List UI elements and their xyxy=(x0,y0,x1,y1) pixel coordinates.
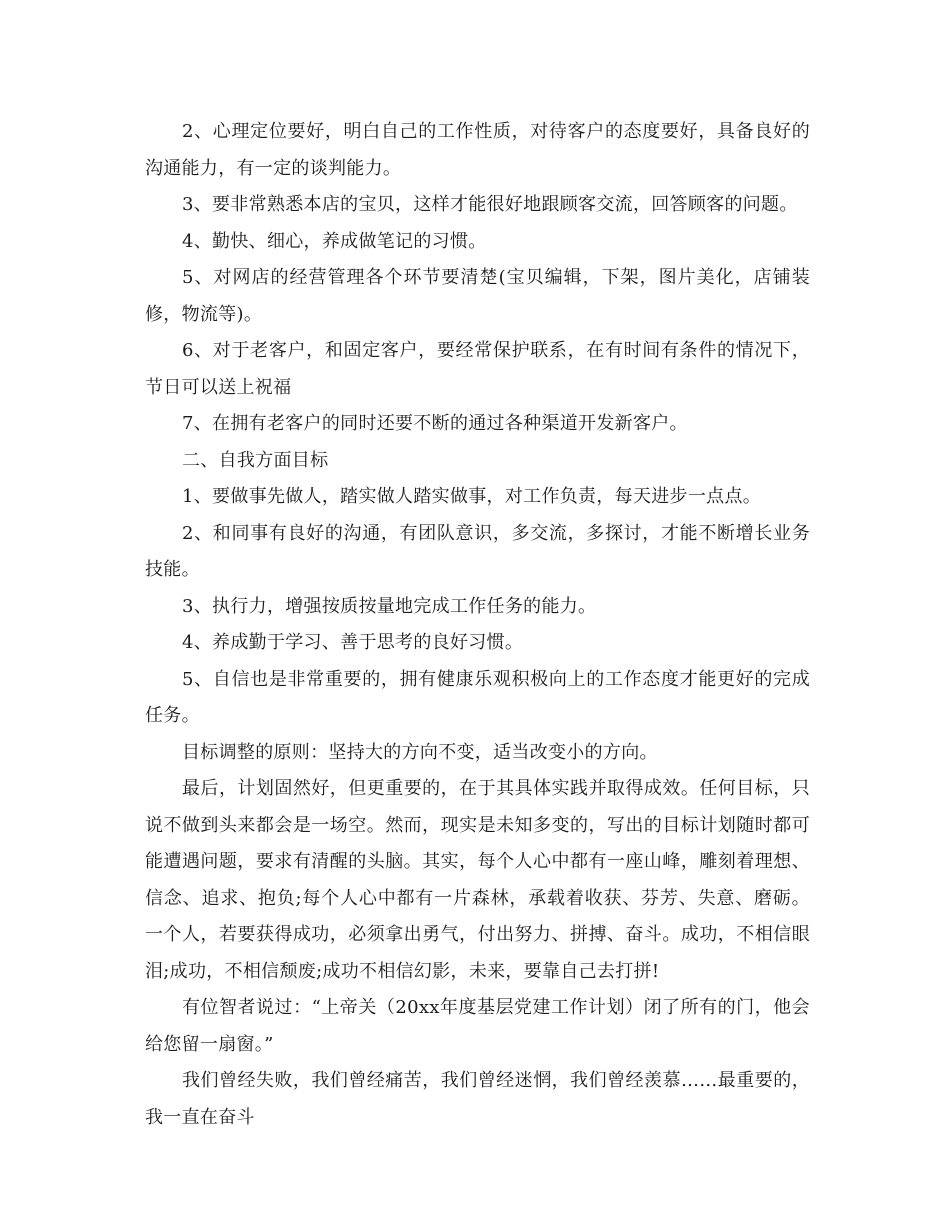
paragraph: 我们曾经失败，我们曾经痛苦，我们曾经迷惘，我们曾经羡慕……最重要的，我一直在奋斗 xyxy=(145,1070,810,1128)
document-body xyxy=(145,114,810,1136)
paragraph: 2、和同事有良好的沟通，有团队意识，多交流，多探讨，才能不断增长业务技能。 xyxy=(145,522,810,580)
section-heading: 二、自我方面目标 xyxy=(182,449,329,471)
paragraph: 3、执行力，增强按质按量地完成工作任务的能力。 xyxy=(182,595,597,617)
paragraph: 有位智者说过：“上帝关（20xx年度基层党建工作计划）闭了所有的门，他会给您留一扇窗。” xyxy=(145,997,810,1055)
paragraph: 1、要做事先做人，踏实做人踏实做事，对工作负责，每天进步一点点。 xyxy=(182,486,762,507)
paragraph: 3、要非常熟悉本店的宝贝，这样才能很好地跟顾客交流，回答顾客的问题。 xyxy=(182,194,798,215)
paragraph: 目标调整的原则：坚持大的方向不变，适当改变小的方向。 xyxy=(182,741,658,763)
paragraph: 5、自信也是非常重要的，拥有健康乐观积极向上的工作态度才能更好的完成任务。 xyxy=(145,668,810,726)
paragraph: 4、勤快、细心，养成做笔记的习惯。 xyxy=(182,230,487,252)
paragraph: 4、养成勤于学习、善于思考的良好习惯。 xyxy=(182,632,524,653)
paragraph: 最后，计划固然好，但更重要的，在于其具体实践并取得成效。任何目标，只说不做到头来都会是一场空。然而，现实是未知多变的，写出的目标计划随时都可能遭遇问题，要求有清醒的头脑。其实，每个人心中都有一座山峰，雕刻着理想、信念、追求、抱负;每个人心中都有一片森林，承载着收获、芬芳、失意、磨砺。一个人，若要获得成功，必须拿出勇气，付出努力、拼搏、奋斗。成功，不相信眼泪;成功，不相信颓废;成功不相信幻影，未来，要靠自己去打拼! xyxy=(145,778,810,982)
paragraph: 7、在拥有老客户的同时还要不断的通过各种渠道开发新客户。 xyxy=(182,413,688,434)
paragraph: 6、对于老客户，和固定客户，要经常保护联系，在有时间有条件的情况下，节日可以送上祝福 xyxy=(145,340,810,398)
paragraph: 2、心理定位要好，明白自己的工作性质，对待客户的态度要好，具备良好的沟通能力，有一定的谈判能力。 xyxy=(145,121,810,179)
paragraph: 5、对网店的经营管理各个环节要清楚(宝贝编辑，下架，图片美化，店铺装修，物流等)。 xyxy=(145,267,810,325)
